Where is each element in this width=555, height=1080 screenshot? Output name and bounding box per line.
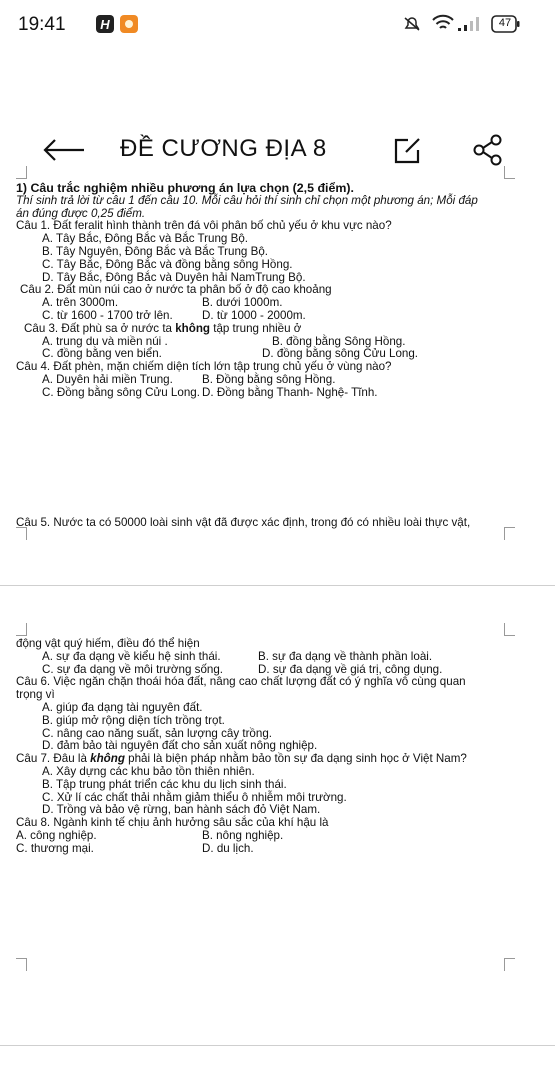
answer-option: B. Tây Nguyên, Đông Bắc và Bắc Trung Bộ. xyxy=(42,244,268,258)
answer-row xyxy=(16,374,541,387)
answer-option: A. trung du và miền núi . xyxy=(42,334,168,348)
answer-option: D. đảm bảo tài nguyên đất cho sản xuất nông nghiệp. xyxy=(42,739,318,753)
answer-option: C. sự đa dạng về môi trường sống. xyxy=(42,662,224,676)
app-bar xyxy=(0,60,555,162)
answer-option: A. công nghiệp. xyxy=(16,828,97,842)
crop-mark xyxy=(16,958,27,971)
crop-mark xyxy=(504,958,515,971)
notification-h-icon xyxy=(96,15,114,33)
answer-option: A. Duyên hải miền Trung. xyxy=(42,372,173,386)
answer-option: B. sự đa dạng về thành phần loài. xyxy=(258,649,433,663)
answer-option: B. dưới 1000m. xyxy=(202,296,283,310)
answer-option: B. nông nghiệp. xyxy=(202,828,284,842)
page-title: ĐỀ CƯƠNG ĐỊA 8 xyxy=(120,135,327,162)
answer-option: A. trên 3000m. xyxy=(42,296,119,310)
question-4: Câu 4. Đất phèn, mặn chiếm diện tích lớn tập trung chủ yếu ở vùng nào? xyxy=(16,360,392,374)
signal-icon xyxy=(458,16,484,32)
answer-option: B. Đồng bằng sông Hồng. xyxy=(202,372,336,386)
answer-option: A. sự đa dạng về kiểu hệ sinh thái. xyxy=(42,649,221,663)
mute-icon xyxy=(403,16,421,32)
question-3-text: Câu 3. Đất phù sa ở nước ta không tập trung nhiều ở xyxy=(24,321,302,335)
page-divider xyxy=(0,1045,555,1046)
notification-app-icon xyxy=(120,15,138,33)
answer-option: A. Tây Bắc, Đông Bắc và Bắc Trung Bộ. xyxy=(42,232,249,246)
svg-text:H: H xyxy=(100,17,110,32)
answer-option: C. Đồng bằng sông Cửu Long. xyxy=(42,385,200,399)
answer-row xyxy=(16,843,541,856)
crop-mark xyxy=(16,623,27,636)
crop-mark xyxy=(504,623,515,636)
answer-option: C. đồng bằng ven biển. xyxy=(42,347,162,361)
question-1: Câu 1. Đất feralit hình thành trên đá vôi phân bố chủ yếu ở khu vực nào? xyxy=(16,219,392,233)
answer-option: B. giúp mở rộng diện tích trồng trọt. xyxy=(42,713,225,727)
answer-option: C. Xử lí các chất thải nhằm giảm thiểu ô nhiễm môi trường. xyxy=(42,790,347,804)
question-5-continued: động vật quý hiếm, điều đó thể hiện xyxy=(16,637,200,650)
instruction-line: án đúng được 0,25 điểm. xyxy=(16,206,146,220)
answer-row xyxy=(16,651,541,664)
document-page-1 xyxy=(16,182,541,400)
share-icon[interactable] xyxy=(472,134,504,166)
page-divider xyxy=(0,585,555,586)
crop-mark xyxy=(16,166,27,179)
answer-option: D. đồng bằng sông Cửu Long. xyxy=(262,347,419,361)
answer-row xyxy=(16,830,541,843)
answer-option: D. sự đa dạng về giá trị, công dụng. xyxy=(258,662,443,676)
answer-option: D. du lịch. xyxy=(202,841,254,855)
question-6: Câu 6. Việc ngăn chặn thoái hóa đất, nâng cao chất lượng đất có ý nghĩa vô cùng quan xyxy=(16,675,466,689)
answer-option: D. Tây Bắc, Đông Bắc và Duyên hải NamTrung Bộ. xyxy=(42,270,306,284)
answer-option: C. thương mại. xyxy=(16,841,94,855)
question-5: Câu 5. Nước ta có 50000 loài sinh vật đã được xác định, trong đó có nhiều loài thực vật, xyxy=(16,516,471,529)
section-heading: 1) Câu trắc nghiệm nhiều phương án lựa chọn (2,5 điểm). xyxy=(16,181,354,195)
document-page-2 xyxy=(16,638,541,856)
status-bar xyxy=(0,0,555,50)
question-8: Câu 8. Ngành kinh tế chịu ảnh hưởng sâu sắc của khí hậu là xyxy=(16,816,329,830)
crop-mark xyxy=(504,166,515,179)
answer-option: D. Đồng bằng Thanh- Nghệ- Tĩnh. xyxy=(202,385,378,399)
answer-option: D. từ 1000 - 2000m. xyxy=(202,308,306,322)
answer-option: B. Tập trung phát triển các khu du lịch sinh thái. xyxy=(42,777,287,791)
answer-option: C. Tây Bắc, Đông Bắc và đồng bằng sông Hồng. xyxy=(42,257,293,271)
document-page-1-footer xyxy=(16,517,541,530)
question-7-text: Câu 7. Đâu là không phải là biện pháp nhằm bảo tồn sự đa dạng sinh học ở Việt Nam? xyxy=(16,752,467,766)
answer-option: D. Trồng và bảo vệ rừng, ban hành sách đỏ Việt Nam. xyxy=(42,803,321,817)
answer-option: C. từ 1600 - 1700 trở lên. xyxy=(42,308,173,322)
instruction-line: Thí sinh trả lời từ câu 1 đến câu 10. Mỗi câu hỏi thí sinh chỉ chọn một phương án; Mỗi đáp xyxy=(16,193,478,207)
wifi-icon xyxy=(432,14,454,32)
question-2: Câu 2. Đất mùn núi cao ở nước ta phân bố ở độ cao khoảng xyxy=(20,283,332,297)
answer-option: B. đồng bằng Sông Hồng. xyxy=(272,334,406,348)
answer-option: C. nâng cao năng suất, sản lượng cây trồng. xyxy=(42,726,272,740)
question-6-line-2: trọng vì xyxy=(16,688,55,702)
back-arrow-icon[interactable] xyxy=(42,138,86,162)
edit-icon[interactable] xyxy=(392,136,422,166)
battery-level: 47 xyxy=(498,17,512,29)
status-time: 19:41 xyxy=(18,14,66,35)
answer-option: A. giúp đa dạng tài nguyên đất. xyxy=(42,700,203,714)
answer-option: A. Xây dựng các khu bảo tồn thiên nhiên. xyxy=(42,764,255,778)
question-3 xyxy=(16,323,541,336)
answer-row xyxy=(16,387,541,400)
